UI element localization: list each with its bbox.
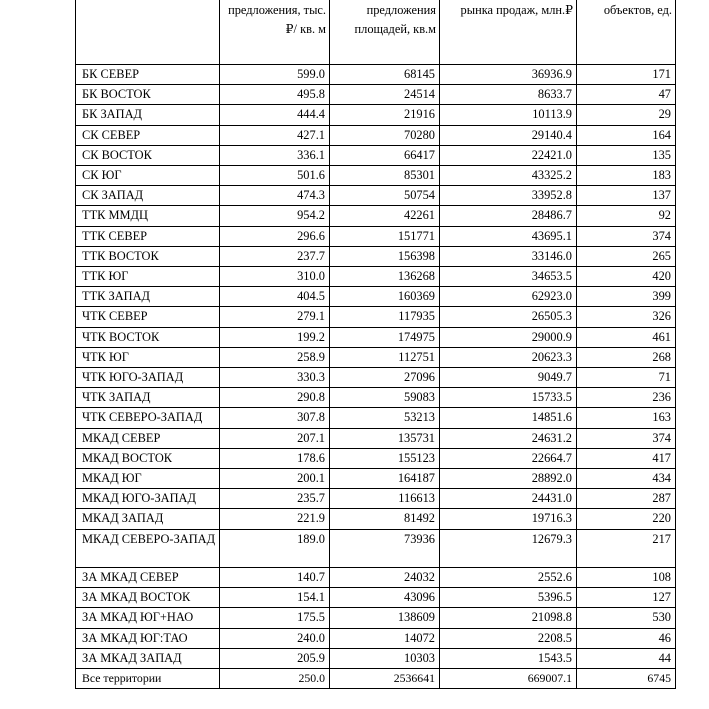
table-row — [76, 186, 676, 206]
area-cell: 68145 — [330, 65, 440, 85]
volume-cell: 21098.8 — [440, 608, 577, 628]
table-row — [76, 226, 676, 246]
count-cell: 268 — [577, 347, 676, 367]
territory-cell: ЧТК ВОСТОК — [76, 327, 220, 347]
table-row — [76, 568, 676, 588]
area-cell: 66417 — [330, 145, 440, 165]
volume-cell: 43695.1 — [440, 226, 577, 246]
table-row — [76, 327, 676, 347]
header-area: предложения площадей, кв.м — [330, 0, 440, 65]
area-cell: 135731 — [330, 428, 440, 448]
count-cell: 420 — [577, 267, 676, 287]
count-cell: 461 — [577, 327, 676, 347]
count-cell: 399 — [577, 287, 676, 307]
price-cell: 404.5 — [220, 287, 330, 307]
volume-cell: 9049.7 — [440, 368, 577, 388]
territory-cell: ЗА МКАД ВОСТОК — [76, 588, 220, 608]
territory-cell: МКАД СЕВЕРО-ЗАПАД — [76, 529, 220, 567]
table-row — [76, 648, 676, 668]
count-cell: 530 — [577, 608, 676, 628]
table-row — [76, 428, 676, 448]
territory-cell: Все территории — [76, 669, 220, 689]
table-row — [76, 388, 676, 408]
area-cell: 138609 — [330, 608, 440, 628]
volume-cell: 22421.0 — [440, 145, 577, 165]
count-cell: 164 — [577, 125, 676, 145]
table-row — [76, 145, 676, 165]
count-cell: 108 — [577, 568, 676, 588]
volume-cell: 26505.3 — [440, 307, 577, 327]
area-cell: 116613 — [330, 489, 440, 509]
area-cell: 156398 — [330, 246, 440, 266]
volume-cell: 34653.5 — [440, 267, 577, 287]
price-cell: 250.0 — [220, 669, 330, 689]
count-cell: 6745 — [577, 669, 676, 689]
territory-cell: СК ЗАПАД — [76, 186, 220, 206]
area-cell: 117935 — [330, 307, 440, 327]
price-cell: 175.5 — [220, 608, 330, 628]
price-cell: 221.9 — [220, 509, 330, 529]
volume-cell: 2552.6 — [440, 568, 577, 588]
table-row — [76, 408, 676, 428]
territory-cell: ЗА МКАД ЮГ+НАО — [76, 608, 220, 628]
area-cell: 42261 — [330, 206, 440, 226]
price-cell: 310.0 — [220, 267, 330, 287]
territory-cell: ТТК ВОСТОК — [76, 246, 220, 266]
count-cell: 326 — [577, 307, 676, 327]
area-cell: 24514 — [330, 85, 440, 105]
count-cell: 29 — [577, 105, 676, 125]
territory-cell: ЧТК ЗАПАД — [76, 388, 220, 408]
table-row — [76, 267, 676, 287]
count-cell: 47 — [577, 85, 676, 105]
table-row — [76, 368, 676, 388]
header-territory — [76, 0, 220, 65]
territory-cell: ЗА МКАД СЕВЕР — [76, 568, 220, 588]
price-cell: 240.0 — [220, 628, 330, 648]
price-cell: 495.8 — [220, 85, 330, 105]
count-cell: 92 — [577, 206, 676, 226]
table-row — [76, 125, 676, 145]
count-cell: 374 — [577, 226, 676, 246]
territory-cell: ЗА МКАД ЮГ:ТАО — [76, 628, 220, 648]
table-row — [76, 509, 676, 529]
volume-cell: 2208.5 — [440, 628, 577, 648]
territory-cell: ТТК ЗАПАД — [76, 287, 220, 307]
territory-cell: МКАД ЮГО-ЗАПАД — [76, 489, 220, 509]
table-row — [76, 448, 676, 468]
price-cell: 154.1 — [220, 588, 330, 608]
territory-cell: ТТК ММДЦ — [76, 206, 220, 226]
count-cell: 44 — [577, 648, 676, 668]
volume-cell: 669007.1 — [440, 669, 577, 689]
volume-cell: 19716.3 — [440, 509, 577, 529]
volume-cell: 15733.5 — [440, 388, 577, 408]
area-cell: 59083 — [330, 388, 440, 408]
header-price: предложения, тыс.₽/ кв. м — [220, 0, 330, 65]
territory-cell: ЗА МКАД ЗАПАД — [76, 648, 220, 668]
territory-cell: МКАД ВОСТОК — [76, 448, 220, 468]
volume-cell: 29000.9 — [440, 327, 577, 347]
territory-cell: МКАД ЮГ — [76, 469, 220, 489]
volume-cell: 10113.9 — [440, 105, 577, 125]
area-cell: 43096 — [330, 588, 440, 608]
table-row — [76, 588, 676, 608]
volume-cell: 24631.2 — [440, 428, 577, 448]
area-cell: 174975 — [330, 327, 440, 347]
count-cell: 220 — [577, 509, 676, 529]
territory-cell: БК ВОСТОК — [76, 85, 220, 105]
area-cell: 14072 — [330, 628, 440, 648]
table-row — [76, 246, 676, 266]
volume-cell: 28892.0 — [440, 469, 577, 489]
area-cell: 50754 — [330, 186, 440, 206]
territory-cell: МКАД ЗАПАД — [76, 509, 220, 529]
area-cell: 160369 — [330, 287, 440, 307]
volume-cell: 14851.6 — [440, 408, 577, 428]
count-cell: 374 — [577, 428, 676, 448]
header-count: объектов, ед. — [577, 0, 676, 65]
territory-cell: ЧТК СЕВЕР — [76, 307, 220, 327]
area-cell: 164187 — [330, 469, 440, 489]
price-cell: 474.3 — [220, 186, 330, 206]
territory-cell: БК ЗАПАД — [76, 105, 220, 125]
area-cell: 112751 — [330, 347, 440, 367]
volume-cell: 8633.7 — [440, 85, 577, 105]
volume-cell: 36936.9 — [440, 65, 577, 85]
volume-cell: 62923.0 — [440, 287, 577, 307]
table-row — [76, 307, 676, 327]
area-cell: 155123 — [330, 448, 440, 468]
area-cell: 27096 — [330, 368, 440, 388]
table-row — [76, 469, 676, 489]
price-cell: 330.3 — [220, 368, 330, 388]
area-cell: 81492 — [330, 509, 440, 529]
total-row — [76, 669, 676, 689]
territory-cell: ЧТК ЮГ — [76, 347, 220, 367]
area-cell: 24032 — [330, 568, 440, 588]
territory-cell: БК СЕВЕР — [76, 65, 220, 85]
count-cell: 46 — [577, 628, 676, 648]
header-volume: рынка продаж, млн.₽ — [440, 0, 577, 65]
volume-cell: 43325.2 — [440, 166, 577, 186]
count-cell: 217 — [577, 529, 676, 567]
territory-cell: ЧТК ЮГО-ЗАПАД — [76, 368, 220, 388]
volume-cell: 33146.0 — [440, 246, 577, 266]
area-cell: 21916 — [330, 105, 440, 125]
territory-table — [75, 0, 676, 689]
price-cell: 954.2 — [220, 206, 330, 226]
area-cell: 70280 — [330, 125, 440, 145]
count-cell: 434 — [577, 469, 676, 489]
header-row — [76, 0, 676, 65]
table-row — [76, 287, 676, 307]
price-cell: 296.6 — [220, 226, 330, 246]
area-cell: 85301 — [330, 166, 440, 186]
territory-cell: СК ВОСТОК — [76, 145, 220, 165]
table-row — [76, 85, 676, 105]
price-cell: 178.6 — [220, 448, 330, 468]
territory-cell: ЧТК СЕВЕРО-ЗАПАД — [76, 408, 220, 428]
price-cell: 427.1 — [220, 125, 330, 145]
price-cell: 237.7 — [220, 246, 330, 266]
price-cell: 290.8 — [220, 388, 330, 408]
count-cell: 417 — [577, 448, 676, 468]
volume-cell: 24431.0 — [440, 489, 577, 509]
table-row — [76, 105, 676, 125]
table-row — [76, 529, 676, 567]
price-cell: 200.1 — [220, 469, 330, 489]
table-row — [76, 489, 676, 509]
count-cell: 71 — [577, 368, 676, 388]
territory-cell: СК СЕВЕР — [76, 125, 220, 145]
price-cell: 501.6 — [220, 166, 330, 186]
count-cell: 127 — [577, 588, 676, 608]
price-cell: 207.1 — [220, 428, 330, 448]
area-cell: 73936 — [330, 529, 440, 567]
area-cell: 2536641 — [330, 669, 440, 689]
territory-cell: ТТК СЕВЕР — [76, 226, 220, 246]
price-cell: 140.7 — [220, 568, 330, 588]
table-row — [76, 347, 676, 367]
count-cell: 287 — [577, 489, 676, 509]
volume-cell: 29140.4 — [440, 125, 577, 145]
volume-cell: 28486.7 — [440, 206, 577, 226]
territory-cell: МКАД СЕВЕР — [76, 428, 220, 448]
table-row — [76, 628, 676, 648]
price-cell: 235.7 — [220, 489, 330, 509]
count-cell: 265 — [577, 246, 676, 266]
price-cell: 279.1 — [220, 307, 330, 327]
price-cell: 199.2 — [220, 327, 330, 347]
volume-cell: 22664.7 — [440, 448, 577, 468]
price-cell: 336.1 — [220, 145, 330, 165]
count-cell: 163 — [577, 408, 676, 428]
volume-cell: 33952.8 — [440, 186, 577, 206]
volume-cell: 12679.3 — [440, 529, 577, 567]
area-cell: 10303 — [330, 648, 440, 668]
territory-cell: ТТК ЮГ — [76, 267, 220, 287]
price-cell: 444.4 — [220, 105, 330, 125]
count-cell: 135 — [577, 145, 676, 165]
table-row — [76, 65, 676, 85]
table-row — [76, 608, 676, 628]
price-cell: 205.9 — [220, 648, 330, 668]
price-cell: 307.8 — [220, 408, 330, 428]
volume-cell: 20623.3 — [440, 347, 577, 367]
territory-cell: СК ЮГ — [76, 166, 220, 186]
area-cell: 136268 — [330, 267, 440, 287]
area-cell: 151771 — [330, 226, 440, 246]
table-row — [76, 166, 676, 186]
area-cell: 53213 — [330, 408, 440, 428]
table-row — [76, 206, 676, 226]
count-cell: 137 — [577, 186, 676, 206]
count-cell: 171 — [577, 65, 676, 85]
volume-cell: 5396.5 — [440, 588, 577, 608]
count-cell: 236 — [577, 388, 676, 408]
price-cell: 189.0 — [220, 529, 330, 567]
volume-cell: 1543.5 — [440, 648, 577, 668]
count-cell: 183 — [577, 166, 676, 186]
price-cell: 258.9 — [220, 347, 330, 367]
price-cell: 599.0 — [220, 65, 330, 85]
table-body — [76, 65, 676, 689]
